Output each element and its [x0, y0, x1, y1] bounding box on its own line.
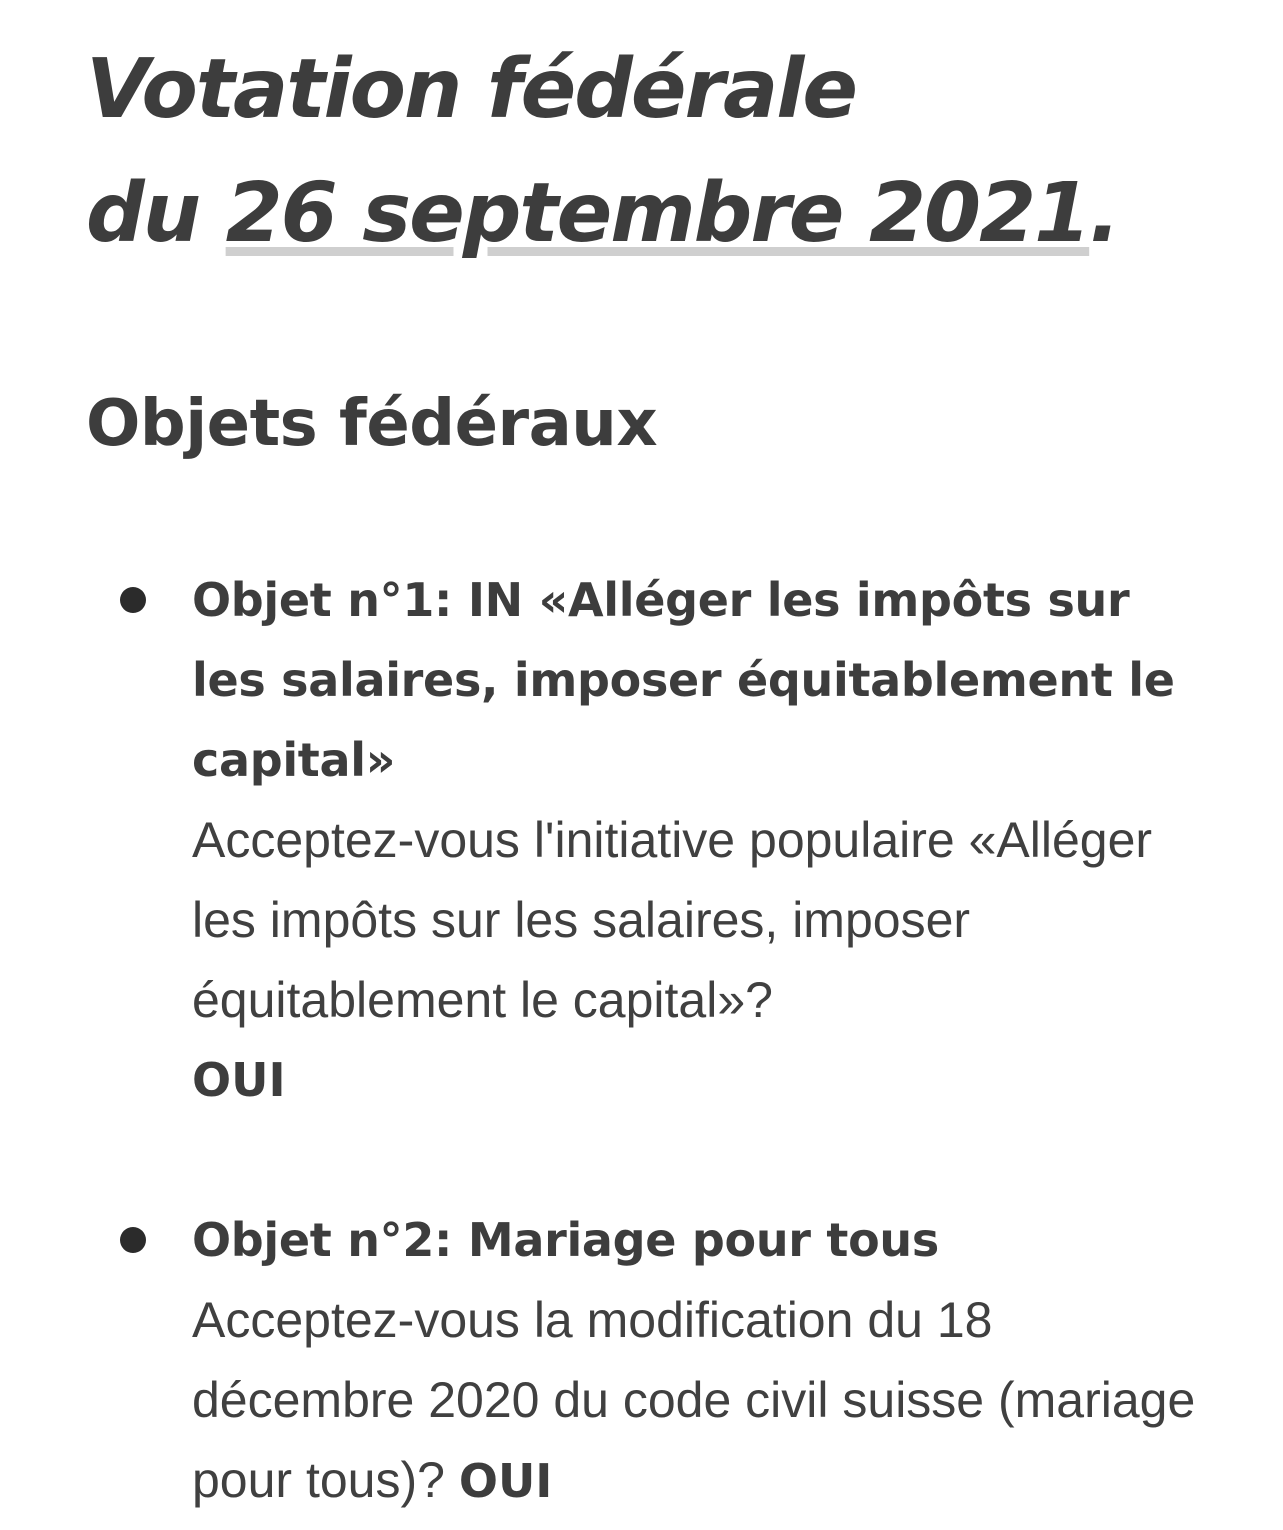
title-line-2: [86, 152, 1203, 276]
list-item: [86, 560, 1203, 1120]
object-question: Acceptez-vous la modification du 18 décembre 2020 du code civil suisse (mariage pour tous)?: [192, 1292, 1196, 1508]
object-title: Objet n°1: IN «Alléger les impôts sur les salaires, imposer équitablement le capital»: [192, 573, 1175, 787]
page-title: [86, 28, 1203, 276]
bullet-icon: [120, 587, 146, 613]
title-prefix: du: [86, 166, 226, 261]
object-title: Objet n°2: Mariage pour tous: [192, 1213, 939, 1267]
object-answer: OUI: [458, 1454, 553, 1508]
list-item: [86, 1200, 1203, 1521]
vote-date-link[interactable]: 26 septembre 2021: [225, 166, 1090, 261]
bullet-icon: [120, 1227, 146, 1253]
object-answer: OUI: [192, 1053, 286, 1107]
object-question: Acceptez-vous l'initiative populaire «Alléger les impôts sur les salaires, imposer équitablement le capital»?: [192, 812, 1153, 1028]
federal-objects-list: [86, 560, 1203, 1521]
section-heading: Objets fédéraux: [86, 387, 658, 461]
title-suffix: .: [1089, 166, 1119, 261]
title-line-1: Votation fédérale: [86, 42, 857, 137]
